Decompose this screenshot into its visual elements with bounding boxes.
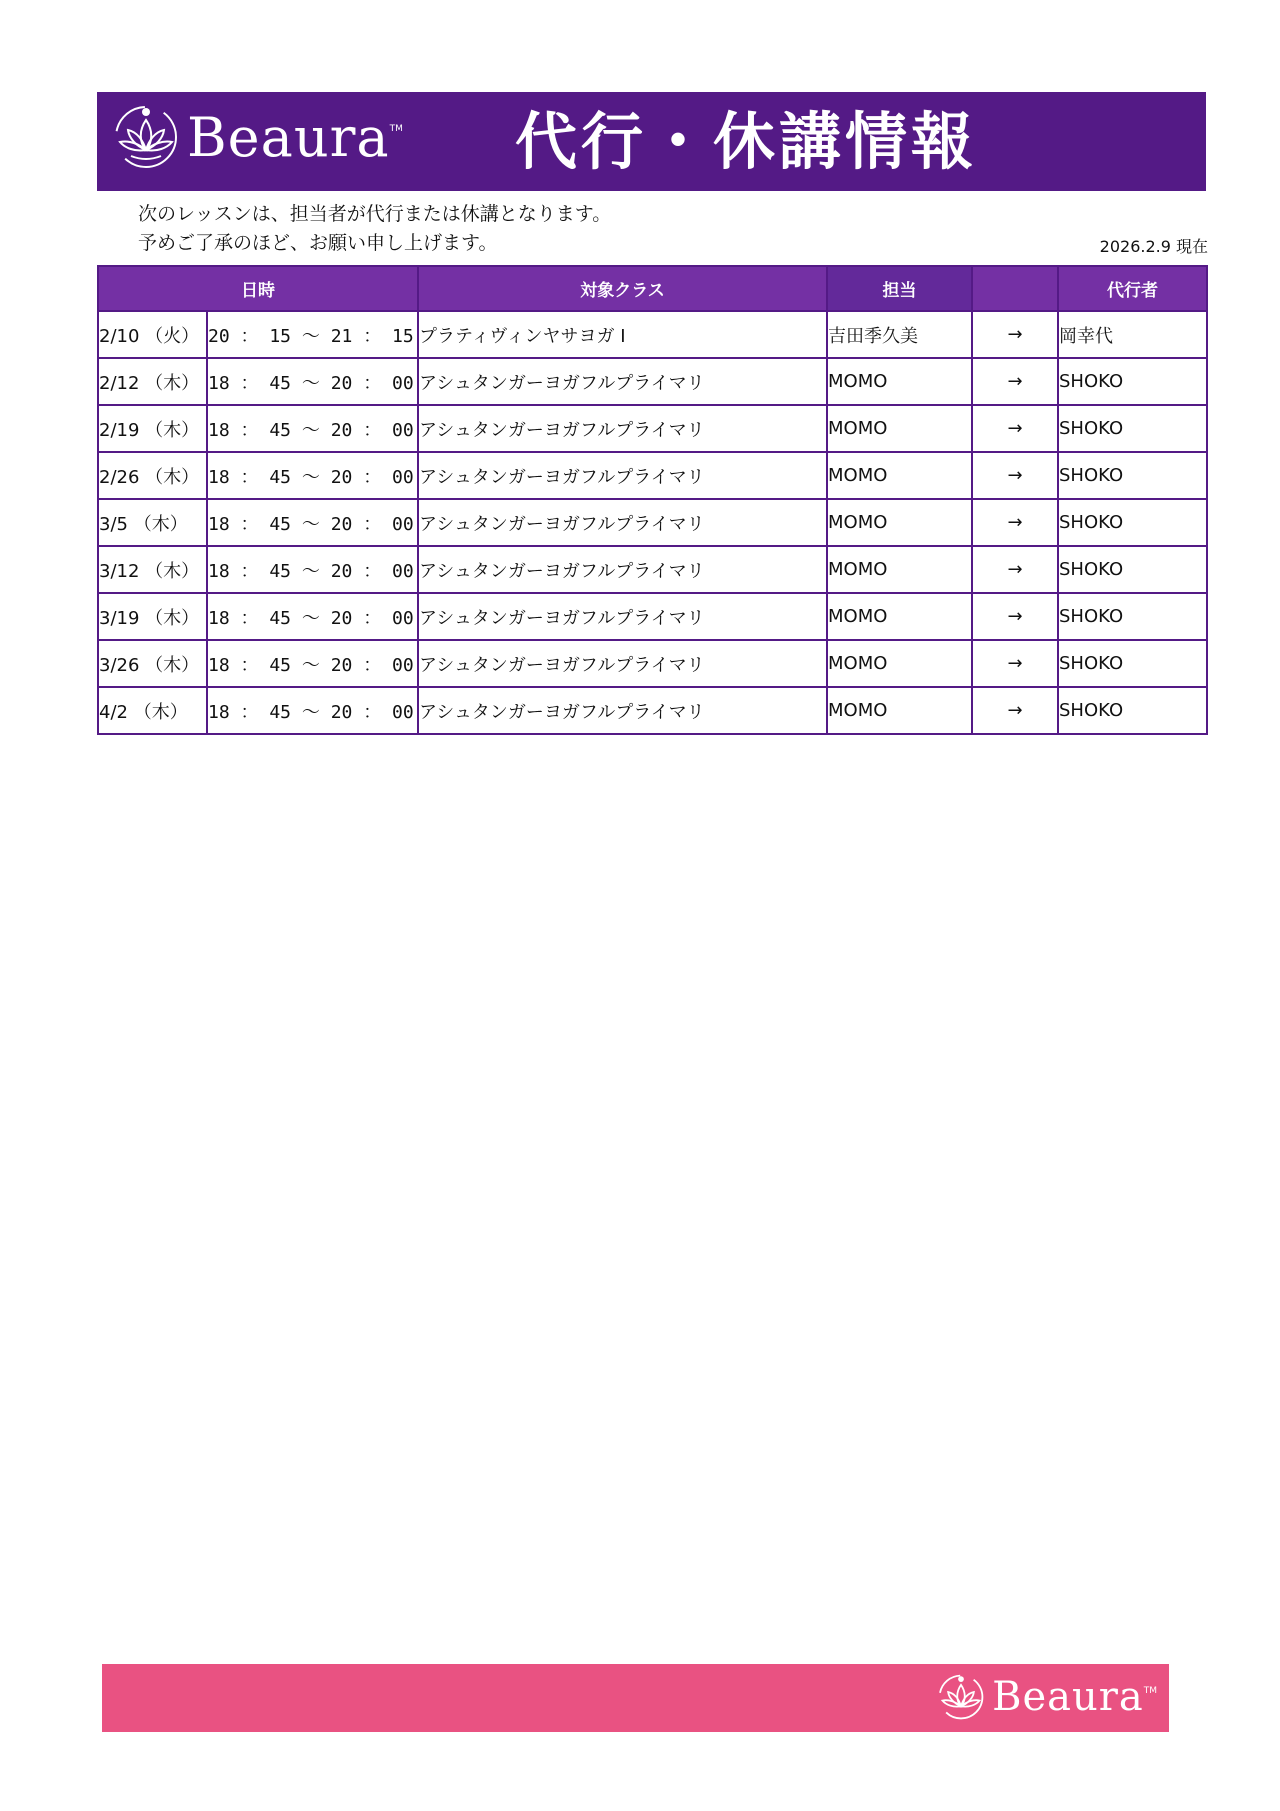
notice-text [138,200,611,258]
row-instructor: MOMO [827,640,972,687]
row-time: 18 ： 45 ～ 20 ： 00 [207,405,418,452]
row-time: 18 ： 45 ～ 20 ： 00 [207,593,418,640]
row-instructor: MOMO [827,405,972,452]
footer-brand-name: Beaura [992,1674,1144,1720]
row-time: 18 ： 45 ～ 20 ： 00 [207,358,418,405]
arrow-icon: → [972,593,1058,640]
row-time: 18 ： 45 ～ 20 ： 00 [207,546,418,593]
row-class: アシュタンガーヨガフルプライマリ [418,405,827,452]
arrow-icon: → [972,311,1058,358]
row-class: プラティヴィンヤサヨガ I [418,311,827,358]
row-date: 2/19 （木） [98,405,207,452]
table-header-row [98,266,1207,311]
col-header-class: 対象クラス [418,266,827,311]
col-header-datetime: 日時 [98,266,418,311]
row-date: 2/26 （木） [98,452,207,499]
notice-line-1: 次のレッスンは、担当者が代行または休講となります。 [138,203,612,225]
table-row [98,358,1207,405]
footer-logo [936,1672,1157,1722]
table-row [98,452,1207,499]
row-time: 20 ： 15 ～ 21 ： 15 [207,311,418,358]
row-instructor: MOMO [827,546,972,593]
footer-banner [102,1664,1169,1732]
row-substitute: SHOKO [1058,546,1207,593]
row-class: アシュタンガーヨガフルプライマリ [418,358,827,405]
table-row [98,640,1207,687]
row-class: アシュタンガーヨガフルプライマリ [418,640,827,687]
row-instructor: MOMO [827,593,972,640]
row-time: 18 ： 45 ～ 20 ： 00 [207,499,418,546]
col-header-substitute: 代行者 [1058,266,1207,311]
row-substitute: SHOKO [1058,499,1207,546]
row-substitute: 岡幸代 [1058,311,1207,358]
lotus-icon [936,1672,986,1722]
header-banner [97,92,1206,191]
row-instructor: MOMO [827,687,972,734]
table-row [98,593,1207,640]
as-of-date: 2026.2.9 現在 [1099,237,1208,256]
row-instructor: 吉田季久美 [827,311,972,358]
arrow-icon: → [972,358,1058,405]
row-substitute: SHOKO [1058,358,1207,405]
arrow-icon: → [972,546,1058,593]
row-class: アシュタンガーヨガフルプライマリ [418,546,827,593]
row-substitute: SHOKO [1058,452,1207,499]
page-title: 代行・休講情報 [515,105,978,178]
row-class: アシュタンガーヨガフルプライマリ [418,499,827,546]
brand-name: Beaura [187,105,390,169]
arrow-icon: → [972,499,1058,546]
row-date: 3/26 （木） [98,640,207,687]
row-instructor: MOMO [827,499,972,546]
arrow-icon: → [972,640,1058,687]
row-date: 3/19 （木） [98,593,207,640]
row-substitute: SHOKO [1058,405,1207,452]
footer-trademark: TM [1143,1686,1157,1696]
table-row [98,405,1207,452]
row-date: 4/2 （木） [98,687,207,734]
brand-logo [111,102,403,172]
table-row [98,546,1207,593]
table-row [98,499,1207,546]
row-substitute: SHOKO [1058,593,1207,640]
row-date: 3/5 （木） [98,499,207,546]
arrow-icon: → [972,405,1058,452]
row-instructor: MOMO [827,452,972,499]
schedule-table [97,265,1208,735]
arrow-icon: → [972,687,1058,734]
col-header-arrow [972,266,1058,311]
trademark: TM [389,124,403,134]
row-time: 18 ： 45 ～ 20 ： 00 [207,452,418,499]
col-header-instructor: 担当 [827,266,972,311]
row-class: アシュタンガーヨガフルプライマリ [418,452,827,499]
arrow-icon: → [972,452,1058,499]
row-class: アシュタンガーヨガフルプライマリ [418,593,827,640]
table-row [98,687,1207,734]
row-date: 3/12 （木） [98,546,207,593]
row-substitute: SHOKO [1058,640,1207,687]
row-time: 18 ： 45 ～ 20 ： 00 [207,640,418,687]
row-time: 18 ： 45 ～ 20 ： 00 [207,687,418,734]
row-class: アシュタンガーヨガフルプライマリ [418,687,827,734]
table-row [98,311,1207,358]
lotus-icon [111,102,181,172]
row-date: 2/12 （木） [98,358,207,405]
row-date: 2/10 （火） [98,311,207,358]
notice-line-2: 予めご了承のほど、お願い申し上げます。 [138,232,498,254]
row-substitute: SHOKO [1058,687,1207,734]
row-instructor: MOMO [827,358,972,405]
